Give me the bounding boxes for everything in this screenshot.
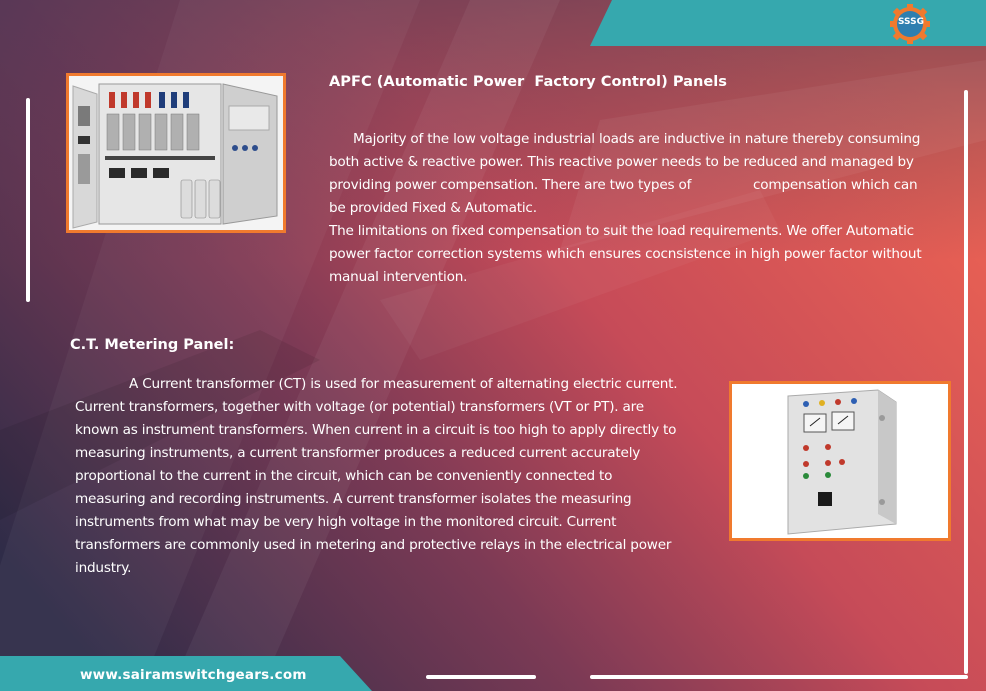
text-line: Current transformers, together with voltage (or potential) transformers (VT or PT). are xyxy=(75,399,644,415)
company-logo xyxy=(888,4,932,44)
website-link[interactable]: www.sairamswitchgears.com xyxy=(80,667,307,683)
text-line: providing power compensation. There are two types of compensation which can xyxy=(329,177,918,193)
text-line: The limitations on fixed compensation to suit the load requirements. We offer Automatic xyxy=(329,223,914,239)
apfc-paragraph-2 xyxy=(329,220,949,289)
text-line: manual intervention. xyxy=(329,269,468,285)
apfc-panel-photo xyxy=(66,73,286,233)
text-line: be provided Fixed & Automatic. xyxy=(329,200,537,216)
apfc-paragraph-1 xyxy=(329,128,949,220)
ct-metering-panel-photo xyxy=(729,381,951,541)
ct-title: C.T. Metering Panel: xyxy=(70,337,235,353)
text-line: measuring instruments, a current transformer produces a reduced current accurately xyxy=(75,445,641,461)
text-line: Majority of the low voltage industrial loads are inductive in nature thereby consuming xyxy=(353,131,921,147)
text-line: industry. xyxy=(75,560,132,576)
ct-paragraph xyxy=(75,373,707,580)
text-line: A Current transformer (CT) is used for measurement of alternating electric current. xyxy=(129,376,678,392)
text-line: both active & reactive power. This reactive power needs to be reduced and managed by xyxy=(329,154,914,170)
text-line: known as instrument transformers. When current in a circuit is too high to apply directly to xyxy=(75,422,677,438)
text-line: instruments from what may be very high voltage in the monitored circuit. Current xyxy=(75,514,617,530)
text-line: power factor correction systems which ensures cocnsistence in high power factor without xyxy=(329,246,922,262)
text-line: measuring and recording instruments. A current transformer isolates the measuring xyxy=(75,491,632,507)
text-line: proportional to the current in the circuit, which can be conveniently connected to xyxy=(75,468,613,484)
text-line: transformers are commonly used in metering and protective relays in the electrical power xyxy=(75,537,672,553)
logo-text: SSSG xyxy=(897,17,925,27)
apfc-title: APFC (Automatic Power Factory Control) Panels xyxy=(329,73,727,90)
